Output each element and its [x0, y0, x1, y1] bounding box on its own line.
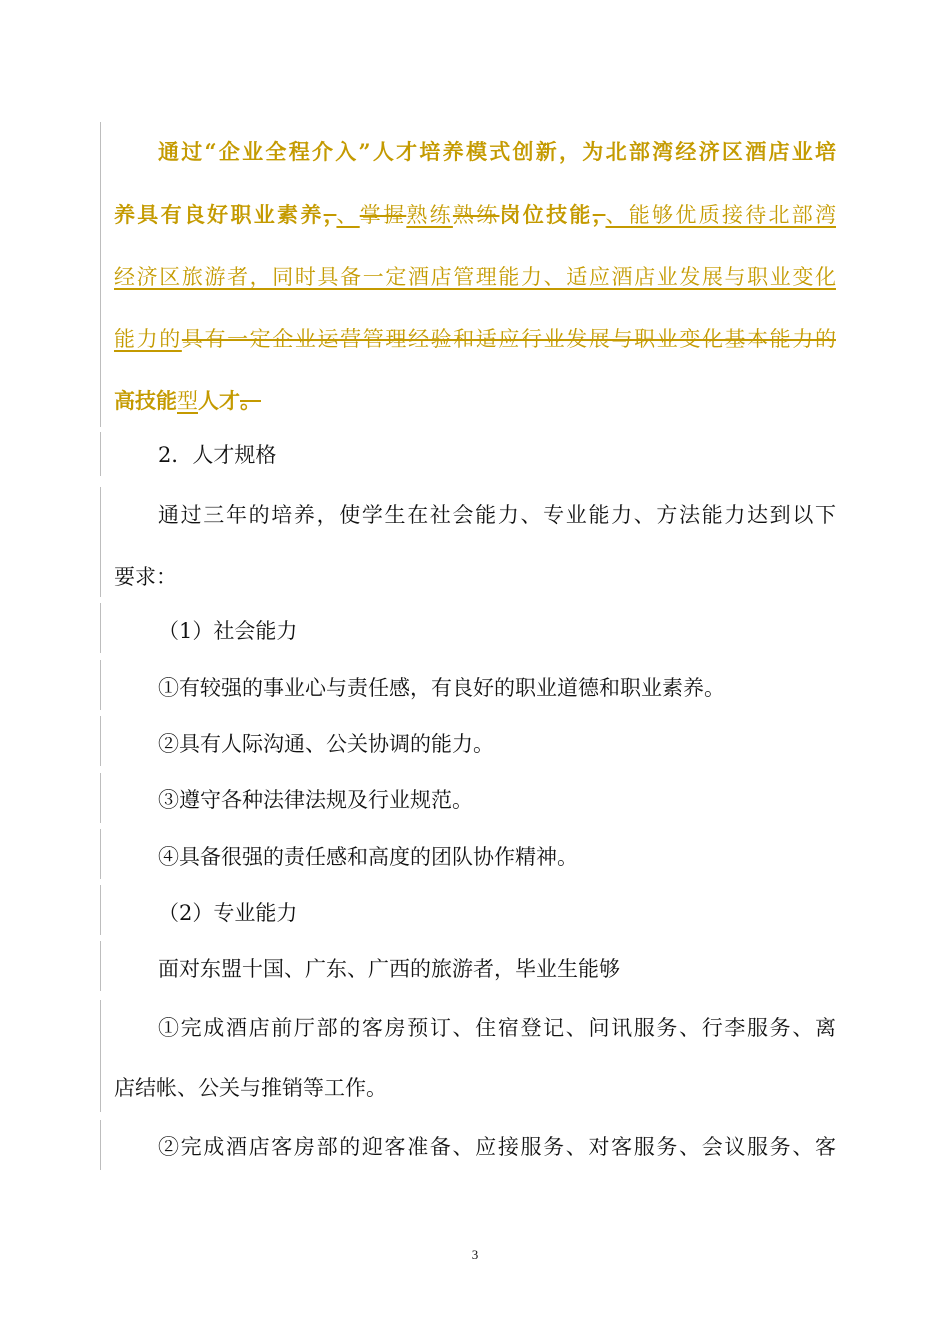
list-item-continuation: 店结帐、公关与推销等工作。	[114, 1076, 387, 1100]
deleted-text: ，	[323, 202, 337, 227]
list-item: ③遵守各种法律法规及行业规范。	[158, 788, 473, 812]
revision-text: 通过“企业全程介入”人才培养模式创新，为北部湾经济区酒店业培	[158, 139, 836, 164]
revision-text: 人才	[198, 388, 240, 413]
change-bar	[100, 716, 101, 766]
change-bar	[100, 885, 101, 935]
inserted-text: 型	[177, 389, 198, 413]
subheading-social-ability: （1）社会能力	[158, 619, 298, 643]
change-bar	[100, 829, 101, 879]
inserted-text: 、	[336, 203, 360, 227]
revision-line-5	[114, 386, 836, 416]
change-bar	[100, 122, 101, 427]
list-item: ①有较强的事业心与责任感，有良好的职业道德和职业素养。	[158, 676, 725, 700]
revision-line-2	[114, 200, 836, 230]
list-item: ④具备很强的责任感和高度的团队协作精神。	[158, 845, 578, 869]
inserted-text: 能力的	[114, 327, 182, 351]
paragraph-line: 通过三年的培养，使学生在社会能力、专业能力、方法能力达到以下	[158, 503, 836, 527]
list-item: ①完成酒店前厅部的客房预订、住宿登记、问讯服务、行李服务、离	[158, 1016, 836, 1040]
revision-line-3	[114, 262, 836, 292]
revision-text: 养具有良好职业素养	[114, 202, 324, 227]
subheading-professional-ability: （2）专业能力	[158, 901, 298, 925]
deleted-text: 。	[240, 388, 261, 413]
change-bar	[100, 487, 101, 597]
change-bar	[100, 660, 101, 710]
list-item: ②完成酒店客房部的迎客准备、应接服务、对客服务、会议服务、客	[158, 1135, 836, 1159]
paragraph-line: 要求：	[114, 565, 177, 589]
revision-line-1	[158, 137, 836, 167]
page-number: 3	[471, 1247, 479, 1262]
inserted-text: 、能够优质接待北部湾	[605, 203, 836, 227]
deleted-text: 熟练	[452, 203, 500, 227]
change-bar	[100, 1000, 101, 1112]
deleted-text: ，	[592, 202, 606, 227]
inserted-text: 熟练	[406, 203, 453, 227]
change-bar	[100, 773, 101, 823]
deleted-text: 具有一定企业运营管理经验和适应行业发展与职业变化基本能力的	[181, 327, 836, 351]
revision-text: 高技能	[114, 388, 177, 413]
change-bar	[100, 1120, 101, 1170]
inserted-text: 经济区旅游者，同时具备一定酒店管理能力、适应酒店业发展与职业变化	[114, 265, 836, 289]
deleted-text: 掌握	[359, 203, 407, 227]
change-bar	[100, 941, 101, 991]
paragraph-line: 面对东盟十国、广东、广西的旅游者，毕业生能够	[158, 957, 620, 981]
change-bar	[100, 603, 101, 653]
list-item: ②具有人际沟通、公关协调的能力。	[158, 732, 494, 756]
revision-line-4	[114, 324, 836, 354]
change-bar	[100, 432, 101, 476]
revision-text: 岗位技能	[499, 202, 593, 227]
section-heading-talent-spec: 2．人才规格	[158, 443, 277, 467]
